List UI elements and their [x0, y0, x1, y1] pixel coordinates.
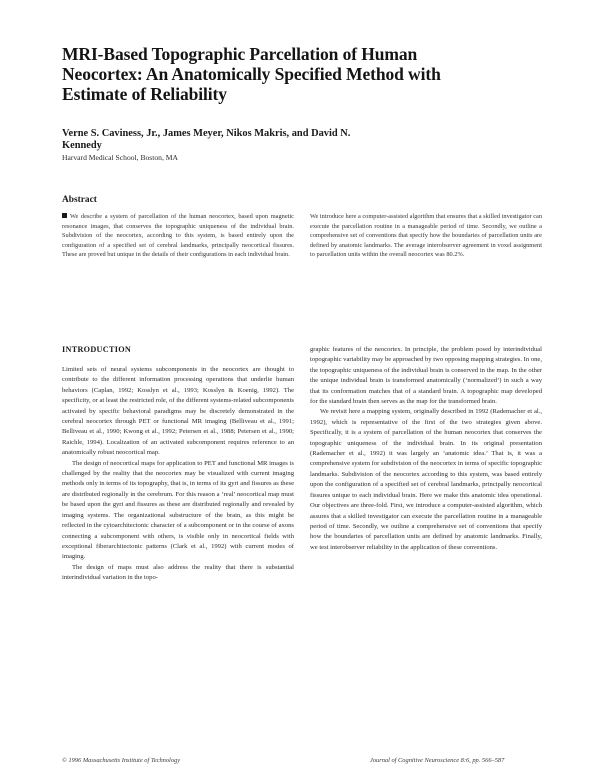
introduction-heading: INTRODUCTION: [62, 345, 132, 354]
intro-paragraph-1: Limited sets of neural systems subcomponents in the neocortex are thought to contribute to the different information processing operations that underlie human behaviors (Caplan, 1992; Kosslyn et al., 1993; Kosslyn & Koenig, 1992). The specificity, or at least the restricted role, of the different systems-related subcomponents activated by specific behavioral paradigms may be discretely demonstrated in the cerebral neocortex through PET or functional MR imaging (Belliveau et al., 1991; Belliveau et al., 1990; Kwong et al., 1992; Petersen et al., 1988; Petersen et al., 1990; Raichle, 1994). Localization of an activated subcomponent requires reference to an anatomically robust neocortical map.: [62, 366, 294, 457]
body-left-column: [62, 365, 294, 584]
abstract-left-column: [62, 212, 294, 260]
abstract-left-text: We describe a system of parcellation of the human neocortex, based upon magnetic resonance images, that conserves the topographic uniqueness of the individual brain. Subdivision of the neocortex, according to this system, is based entirely upon the configuration of a specified set of cerebral landmarks, principally neocortical fissures. These are proved but unique in the details of their configurations in each individual brain.: [62, 213, 294, 259]
abstract-right-text: We introduce here a computer-assisted algorithm that ensures that a skilled investigator can execute the parcellation routine in a manageable period of time. Secondly, we outline a comprehensive set of conventions that specify how the boundaries of parcellation units are defined by anatomic landmarks. The average interobserver agreement in voxel assignment to parcellation units within the overall neocortex was 80.2%.: [310, 213, 542, 259]
journal-citation-footer: Journal of Cognitive Neuroscience 8:6, pp. 566–587: [370, 757, 505, 764]
author-list: Verne S. Caviness, Jr., James Meyer, Nikos Makris, and David N. Kennedy: [62, 128, 351, 151]
abstract-heading: Abstract: [62, 195, 97, 205]
intro-paragraph-4: graphic features of the neocortex. In principle, the problem posed by interindividual topographic variability may be approached by two opposing mapping strategies. In one, the topographic uniqueness of the individual brain is conserved in the map. In the other the unique individual brain is transformed anatomically (‘normalized’) in such a way that its conformation matches that of a standard brain. A topographic map developed for the standard brain then serves as the map for the transformed brain.: [310, 346, 542, 406]
paper-title: MRI-Based Topographic Parcellation of Human Neocortex: An Anatomically Specified Method with Estimate of Reliability: [62, 44, 441, 104]
abstract-right-column: [310, 212, 542, 260]
body-right-column: [310, 345, 542, 553]
intro-paragraph-2: The design of neocortical maps for application to PET and functional MR images is challenged by the reality that the neocortex may be visualized with current imaging methods only in terms of its topography, that is, in terms of its gyri and fissures as these are distributed regionally in the cerebrum. For this reason a ‘real’ neocortical map must be based upon the gyri and fissures as these are distributed regionally and revealed by imaging systems. The organizational substructure of the brain, as this might be reflected in the cytoarchitectonic character of a subcomponent or in the course of axons connecting a subcomponent with others, is visible only in neocortical fields with exceptional fiberarchitectonic patterns (Clark et al., 1992) with current modes of imaging.: [62, 459, 294, 561]
affiliation: Harvard Medical School, Boston, MA: [62, 153, 178, 162]
copyright-footer: © 1996 Massachusetts Institute of Technology: [62, 757, 181, 764]
section-marker-icon: [62, 213, 67, 218]
intro-paragraph-3: The design of maps must also address the reality that there is substantial interindividual variation in the topo-: [62, 563, 294, 582]
intro-paragraph-5: We revisit here a mapping system, originally described in 1992 (Rademacher et al., 1992), which is representative of the first of the two strategies given above. Specifically, it is a system of parcellation of the human neocortex that conserves the topographic uniqueness of the individual brain. In its original presentation (Rademacher et al., 1992) it was largely an ‘anatomic idea.’ That is, it was a comprehensive system for subdivision of the neocortex in terms of specific topographic landmarks. Subdivision of the neocortex according to this system, was based entirely upon the configuration of a specified set of cerebral landmarks, principally neocortical fissures unique to each individual brain. Here we make this anatomic idea operational. Our objectives are three-fold. First, we introduce a computer-assisted algorithm, which assures that a skilled investigator can execute the parcellation routine in a manageable period of time. Secondly, we outline a comprehensive set of conventions that specify how the boundaries of parcellation units are defined by anatomic landmarks. Finally, we test interobserver reliability in the application of these conventions.: [310, 408, 542, 551]
